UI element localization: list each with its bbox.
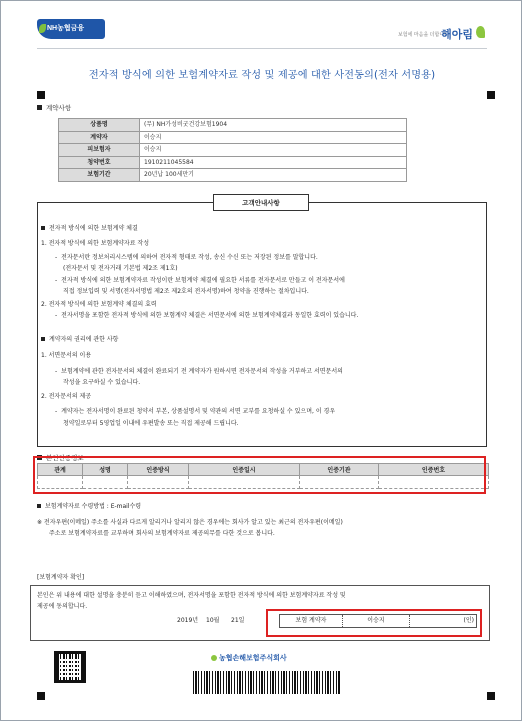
footer-company-logo: 농협손해보험주식회사 bbox=[211, 653, 287, 663]
cert-highlight-box bbox=[33, 456, 486, 494]
confirm-text: 제공에 동의합니다. bbox=[37, 603, 88, 610]
qr-code-icon bbox=[54, 651, 86, 683]
notice-item: - 계약자는 전자서명이 완료된 청약서 부본, 상품설명서 및 약관의 서면 교부를 요청하실 수 있으며, 이 경우 bbox=[55, 407, 335, 416]
sign-year: 2019년 bbox=[177, 617, 199, 624]
notice-item: 2. 전자적 방식에 의한 보험계약 체결의 효력 bbox=[41, 301, 157, 308]
field-value: 20년납 100세만기 bbox=[140, 169, 407, 182]
column-header: 인증방식 bbox=[128, 464, 189, 476]
field-value: 1910211045584 bbox=[140, 156, 407, 169]
leaf-icon bbox=[39, 24, 46, 33]
notice-item: - 전자적 방식에 의한 보험계약자료 작성이란 보험계약 체결에 필요한 서류를 전자문서로 만들고 이 전자문서에 bbox=[55, 276, 345, 285]
table-row bbox=[59, 156, 407, 169]
brand-logo: 해아림 bbox=[441, 29, 473, 41]
notice-item: 직접 정보입력 및 서명(전자서명법 제2조 제2호의 전자서명)하여 청약을 진행하는 절차입니다. bbox=[63, 288, 309, 295]
signature-highlight-box bbox=[266, 609, 482, 637]
column-header: 인증일시 bbox=[189, 464, 300, 476]
header-slogan: 보험에 마음을 더합니다 bbox=[397, 32, 449, 38]
field-label: 청약번호 bbox=[59, 156, 140, 169]
delivery-note: ※ 전자우편(이메일) 주소를 사실과 다르게 알리거나 알리지 않은 경우에는 회사가 알고 있는 최근의 전자우편(이메일) bbox=[37, 519, 343, 526]
document-title: 전자적 방식에 의한 보험계약자료 작성 및 제공에 대한 사전동의(전자 서명용) bbox=[88, 70, 436, 81]
field-label: 보험기간 bbox=[59, 169, 140, 182]
field-value: 이승지 bbox=[140, 144, 407, 157]
sign-day: 21일 bbox=[231, 617, 245, 624]
notice-item: 청약일로부터 5영업일 이내에 우편발송 또는 직접 제공해 드립니다. bbox=[63, 420, 239, 427]
column-header: 인증번호 bbox=[379, 464, 489, 476]
table-row bbox=[59, 131, 407, 144]
notice-heading-2: 계약자의 권리에 관한 사항 bbox=[41, 335, 118, 344]
notice-item: - 전자문서란 정보처리시스템에 의하여 전자적 형태로 작성, 송신 수신 또는 저장된 정보를 말합니다. bbox=[55, 253, 318, 262]
notice-item: - 보험계약에 관한 전자문서의 체결이 완료되기 전 계약자가 원하시면 전자문서의 작성을 거부하고 서면문서의 bbox=[55, 367, 343, 376]
field-label: 계약자 bbox=[59, 131, 140, 144]
notice-heading-1: 전자적 방식에 의한 보험계약 체결 bbox=[41, 224, 138, 233]
customer-notice-tab: 고객안내사항 bbox=[213, 194, 309, 211]
confirm-heading: [보험계약자 확인] bbox=[37, 574, 85, 581]
notice-item: 2. 전자문서의 제공 bbox=[41, 393, 92, 400]
column-header: 인증기관 bbox=[300, 464, 379, 476]
delivery-method: 보험계약자료 수령방법 : E-mail수령 bbox=[37, 502, 141, 511]
notice-item: - 전자서명을 포함한 전자적 방식에 의한 보험계약 체결은 서면문서에 의한 보험계약체결과 동일한 효력이 있습니다. bbox=[55, 311, 358, 320]
notice-item: (전자문서 및 전자거래 기본법 제2조 제1호) bbox=[63, 265, 178, 272]
sign-month: 10월 bbox=[206, 617, 220, 624]
brand-leaf-icon bbox=[476, 26, 485, 38]
column-header: 관계 bbox=[38, 464, 83, 476]
contract-table bbox=[58, 118, 407, 182]
field-label: 상품명 bbox=[59, 119, 140, 132]
column-header: 성명 bbox=[83, 464, 128, 476]
corner-mark bbox=[37, 692, 45, 700]
corner-mark bbox=[487, 91, 495, 99]
confirm-text: 본인은 위 내용에 대한 설명을 충분히 듣고 이해하였으며, 전자서명을 포함한 전자적 방식에 의한 보험계약자료 작성 및 bbox=[37, 592, 346, 599]
corner-mark bbox=[487, 692, 495, 700]
delivery-note: 주소로 보험계약자료를 교부하며 회사의 보험계약자료 제공의무를 다한 것으로 봅니다. bbox=[49, 530, 275, 537]
table-row bbox=[59, 169, 407, 182]
cert-section-heading: 본인인증정보 bbox=[37, 453, 84, 462]
notice-item: 1. 서면문서의 이용 bbox=[41, 352, 92, 359]
table-row bbox=[59, 144, 407, 157]
seal-mark: (인) bbox=[463, 617, 474, 624]
field-value: (무) NH가성비굿건강보험1904 bbox=[140, 119, 407, 132]
table-row bbox=[59, 119, 407, 132]
signer-role: 보험 계약자 bbox=[280, 615, 343, 627]
corner-mark bbox=[37, 91, 45, 99]
contract-section-heading: 계약사항 bbox=[37, 103, 71, 112]
notice-item: 작성을 요구하실 수 있습니다. bbox=[63, 379, 141, 386]
header-divider bbox=[37, 48, 487, 49]
field-label: 피보험자 bbox=[59, 144, 140, 157]
nh-logo: NH농협금융 bbox=[37, 19, 105, 39]
signer-name: 이승지 bbox=[343, 615, 410, 627]
field-value: 이승지 bbox=[140, 131, 407, 144]
barcode-icon bbox=[193, 671, 341, 694]
notice-item: 1. 전자적 방식에 의한 보험계약자료 작성 bbox=[41, 240, 149, 247]
